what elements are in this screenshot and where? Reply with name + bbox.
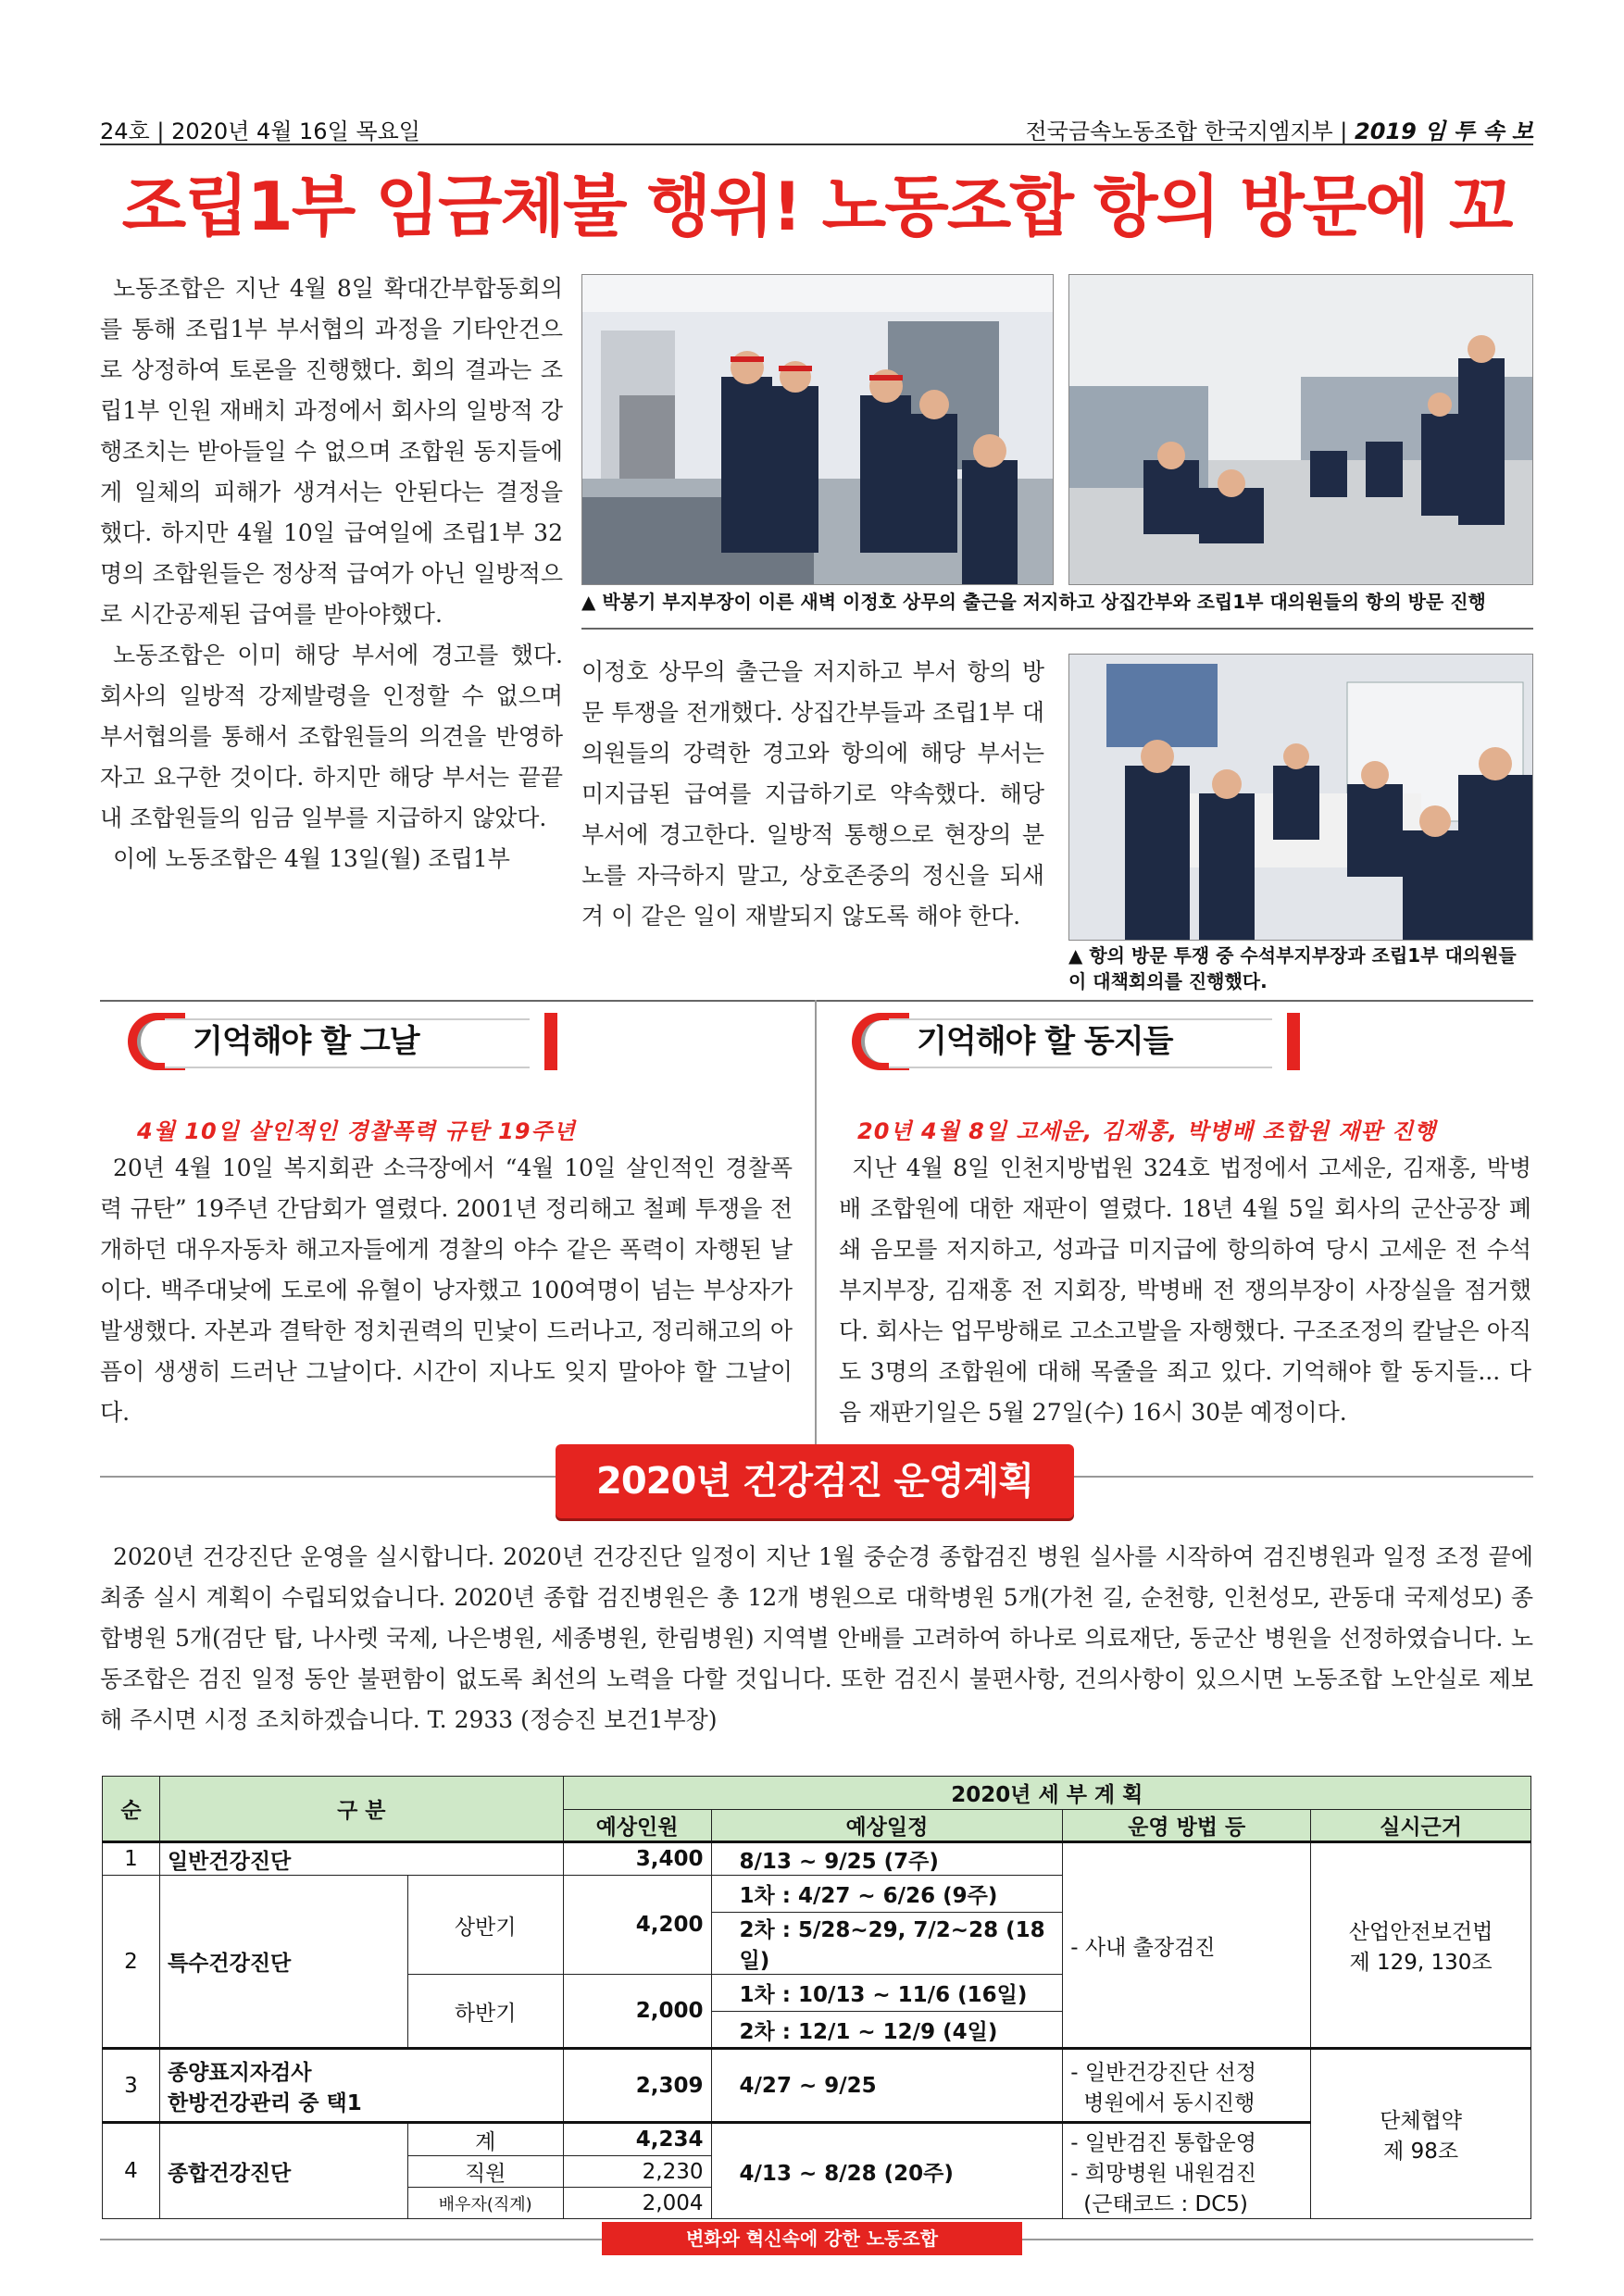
- method-line: - 일반건강진단 선정: [1070, 2060, 1256, 2085]
- left-section-title-text: 기억해야 할 그날: [193, 1023, 419, 1060]
- basis-line: 단체협약: [1380, 2109, 1462, 2133]
- basis-line: 제 98조: [1383, 2140, 1459, 2164]
- meeting-photo: [1068, 654, 1533, 941]
- method-line: - 희망병원 내원검진: [1070, 2161, 1256, 2186]
- protest-photo-1: [581, 274, 1054, 585]
- row-people: 2,230: [563, 2156, 711, 2188]
- basis-line: 제 129, 130조: [1349, 1951, 1493, 1975]
- lead-column-2: [581, 652, 1044, 937]
- row-schedule: 1차 : 10/13 ~ 11/6 (16일): [711, 1975, 1063, 2012]
- row-sub: 계: [407, 2123, 563, 2156]
- method-line: (근태코드 : DC5): [1083, 2191, 1248, 2216]
- photo-caption-2: ▲ 항의 방문 투쟁 중 수석부지부장과 조립1부 대의원들이 대책회의를 진행했다.: [1068, 944, 1517, 992]
- right-section-body: [839, 1148, 1531, 1433]
- headline: 조립1부 임금체불 행위! 노동조합 항의 방문에 꼬: [121, 168, 1512, 245]
- header-plan: 2020년 세 부 계 획: [563, 1777, 1530, 1810]
- table-row: [103, 1842, 1531, 1876]
- lead-paragraph: 이정호 상무의 출근을 저지하고 부서 항의 방문 투쟁을 전개했다. 상집간부들과 조립1부 대의원들의 강력한 경고와 항의에 해당 부서는 미지급된 급여를 지급하기로 약속했다. 해당 부서에 경고한다. 일방적 통행으로 현장의 분노를 자극하지 말고, 상호존중의 정신을 되새겨 이 같은 일이 재발되지 않도록 해야 한다.: [581, 658, 1044, 930]
- row-name: [159, 2049, 563, 2123]
- row-sub: 하반기: [407, 1975, 563, 2049]
- row-basis: [1311, 2049, 1531, 2219]
- header-category: 구 분: [159, 1777, 563, 1842]
- row-method: [1063, 2049, 1311, 2123]
- row-people: 2,309: [563, 2049, 711, 2123]
- table-row: [103, 2049, 1531, 2123]
- publisher-info: [1025, 113, 1533, 145]
- row-schedule: 4/27 ~ 9/25: [711, 2049, 1063, 2123]
- row-sub: 배우자(직계): [407, 2188, 563, 2219]
- health-banner: 2020년 건강검진 운영계획: [556, 1444, 1074, 1518]
- row-people: 4,234: [563, 2123, 711, 2156]
- right-section-title: [852, 1013, 1300, 1070]
- header-basis: 실시근거: [1311, 1810, 1531, 1842]
- row-schedule: 1차 : 4/27 ~ 6/26 (9주): [711, 1876, 1063, 1913]
- row-schedule: 8/13 ~ 9/25 (7주): [711, 1842, 1063, 1876]
- row-people: 2,004: [563, 2188, 711, 2219]
- photo-caption-1: ▲ 박봉기 부지부장이 이른 새벽 이정호 상무의 출근을 저지하고 상집간부와 조립1부 대의원들의 항의 방문 진행: [581, 591, 1486, 613]
- org-name: 전국금속노동조합 한국지엠지부 |: [1025, 119, 1355, 144]
- left-section-title: [128, 1013, 557, 1070]
- lead-paragraph: 노동조합은 지난 4월 8일 확대간부합동회의를 통해 조립1부 부서협의 과정을 기타안건으로 상정하여 토론을 진행했다. 회의 결과는 조립1부 인원 재배치 과정에서 회사의 일방적 강행조치는 받아들일 수 없으며 조합원 동지들에게 일체의 피해가 생겨서는 안된다는 결정을 했다. 하지만 4월 10일 급여일에 조립1부 32명의 조합원들은 정상적 급여가 아닌 일방적으로 시간공제된 급여를 받아야했다.: [100, 275, 563, 628]
- protest-photo-2: [1068, 274, 1533, 585]
- section-rule: [100, 1000, 1533, 1002]
- lead-paragraph: 이에 노동조합은 4월 13일(월) 조립1부: [113, 845, 510, 872]
- header-people: 예상인원: [563, 1810, 711, 1842]
- header-no: 순: [103, 1777, 160, 1842]
- row-basis: [1311, 1842, 1531, 2049]
- caption-rule: [581, 628, 1533, 630]
- column-divider: [815, 1000, 817, 1444]
- row-name: 종합건강진단: [159, 2123, 407, 2219]
- right-section-subtitle: 20년 4월 8일 고세운, 김재홍, 박병배 조합원 재판 진행: [857, 1118, 1437, 1144]
- lead-paragraph: 노동조합은 이미 해당 부서에 경고를 했다. 회사의 일방적 강제발령을 인정할 수 없으며 부서협의를 통해서 조합원들의 의견을 반영하자고 요구한 것이다. 하지만 해당 부서는 끝끝내 조합원들의 임금 일부를 지급하지 않았다.: [100, 642, 563, 831]
- row-name-line: 한방건강관리 중 택1: [167, 2090, 362, 2115]
- method-line: 병원에서 동시진행: [1083, 2090, 1255, 2115]
- row-no: 2: [103, 1876, 160, 2049]
- issue-info: 24호 | 2020년 4월 16일 목요일: [100, 119, 420, 144]
- row-name: 일반건강진단: [159, 1842, 563, 1876]
- lead-column-1: [100, 268, 563, 880]
- row-sub: 상반기: [407, 1876, 563, 1975]
- row-name-line: 종양표지자검사: [167, 2060, 312, 2085]
- header-rule: [100, 144, 1533, 145]
- footer-slogan: 변화와 혁신속에 강한 노동조합: [602, 2222, 1022, 2255]
- left-section-paragraph: 20년 4월 10일 복지회관 소극장에서 “4월 10일 살인적인 경찰폭력 규탄” 19주년 간담회가 열렸다. 2001년 정리해고 철폐 투쟁을 전개하던 대우자동차 해고자들에게 경찰의 야수 같은 폭력이 자행된 날이다. 백주대낮에 도로에 유혈이 낭자했고 100여명이 넘는 부상자가 발생했다. 자본과 결탁한 정치권력의 민낯이 드러나고, 정리해고의 아픔이 생생히 드러난 그날이다. 시간이 지나도 잊지 말아야 할 그날이다.: [100, 1154, 793, 1426]
- basis-line: 산업안전보건법: [1348, 1920, 1493, 1944]
- health-plan-table: [102, 1776, 1531, 2219]
- publication-name: 2019 임 투 속 보: [1355, 119, 1533, 144]
- left-section-body: [100, 1148, 793, 1433]
- header-method: 운영 방법 등: [1063, 1810, 1311, 1842]
- left-section-subtitle: 4월 10일 살인적인 경찰폭력 규탄 19주년: [137, 1118, 576, 1144]
- row-people: 4,200: [563, 1876, 711, 1975]
- row-people: 2,000: [563, 1975, 711, 2049]
- row-method: - 사내 출장검진: [1063, 1842, 1311, 2049]
- row-people: 3,400: [563, 1842, 711, 1876]
- health-intro-paragraph: 2020년 건강진단 운영을 실시합니다. 2020년 건강진단 일정이 지난 1월 중순경 종합검진 병원 실사를 시작하여 검진병원과 일정 조정 끝에 최종 실시 계획이 수립되었습니다. 2020년 종합 검진병원은 총 12개 병원으로 대학병원 5개(가천 길, 순천향, 인천성모, 관동대 국제성모) 종합병원 5개(검단 탑, 나사렛 국제, 나은병원, 세종병원, 한림병원) 지역별 안배를 고려하여 하나로 의료재단, 동군산 병원을 선정하였습니다. 노동조합은 검진 일정 동안 불편함이 없도록 최선의 노력을 다할 것입니다. 또한 검진시 불편사항, 건의사항이 있으시면 노동조합 노안실로 제보해 주시면 시정 조치하겠습니다. T. 2933 (정승진 보건1부장): [100, 1543, 1533, 1733]
- row-name: 특수건강진단: [159, 1876, 407, 2049]
- row-no: 3: [103, 2049, 160, 2123]
- row-schedule: 4/13 ~ 8/28 (20주): [711, 2123, 1063, 2219]
- method-line: - 일반검진 통합운영: [1070, 2130, 1256, 2155]
- row-sub: 직원: [407, 2156, 563, 2188]
- row-schedule: 2차 : 5/28~29, 7/2~28 (18일): [711, 1913, 1063, 1975]
- row-method: [1063, 2123, 1311, 2219]
- row-no: 1: [103, 1842, 160, 1876]
- right-section-title-text: 기억해야 할 동지들: [917, 1023, 1173, 1060]
- table-header-row: [103, 1777, 1531, 1810]
- health-intro: [100, 1537, 1533, 1741]
- right-section-paragraph: 지난 4월 8일 인천지방법원 324호 법정에서 고세운, 김재홍, 박병배 조합원에 대한 재판이 열렸다. 18년 4월 5일 회사의 군산공장 폐쇄 음모를 저지하고, 성과급 미지급에 항의하여 당시 고세운 전 수석부지부장, 김재홍 전 지회장, 박병배 전 쟁의부장이 사장실을 점거했다. 회사는 업무방해로 고소고발을 자행했다. 구조조정의 칼날은 아직도 3명의 조합원에 대해 목줄을 죄고 있다. 기억해야 할 동지들... 다음 재판기일은 5월 27일(수) 16시 30분 예정이다.: [839, 1154, 1531, 1426]
- row-no: 4: [103, 2123, 160, 2219]
- header-schedule: 예상일정: [711, 1810, 1063, 1842]
- row-schedule: 2차 : 12/1 ~ 12/9 (4일): [711, 2012, 1063, 2049]
